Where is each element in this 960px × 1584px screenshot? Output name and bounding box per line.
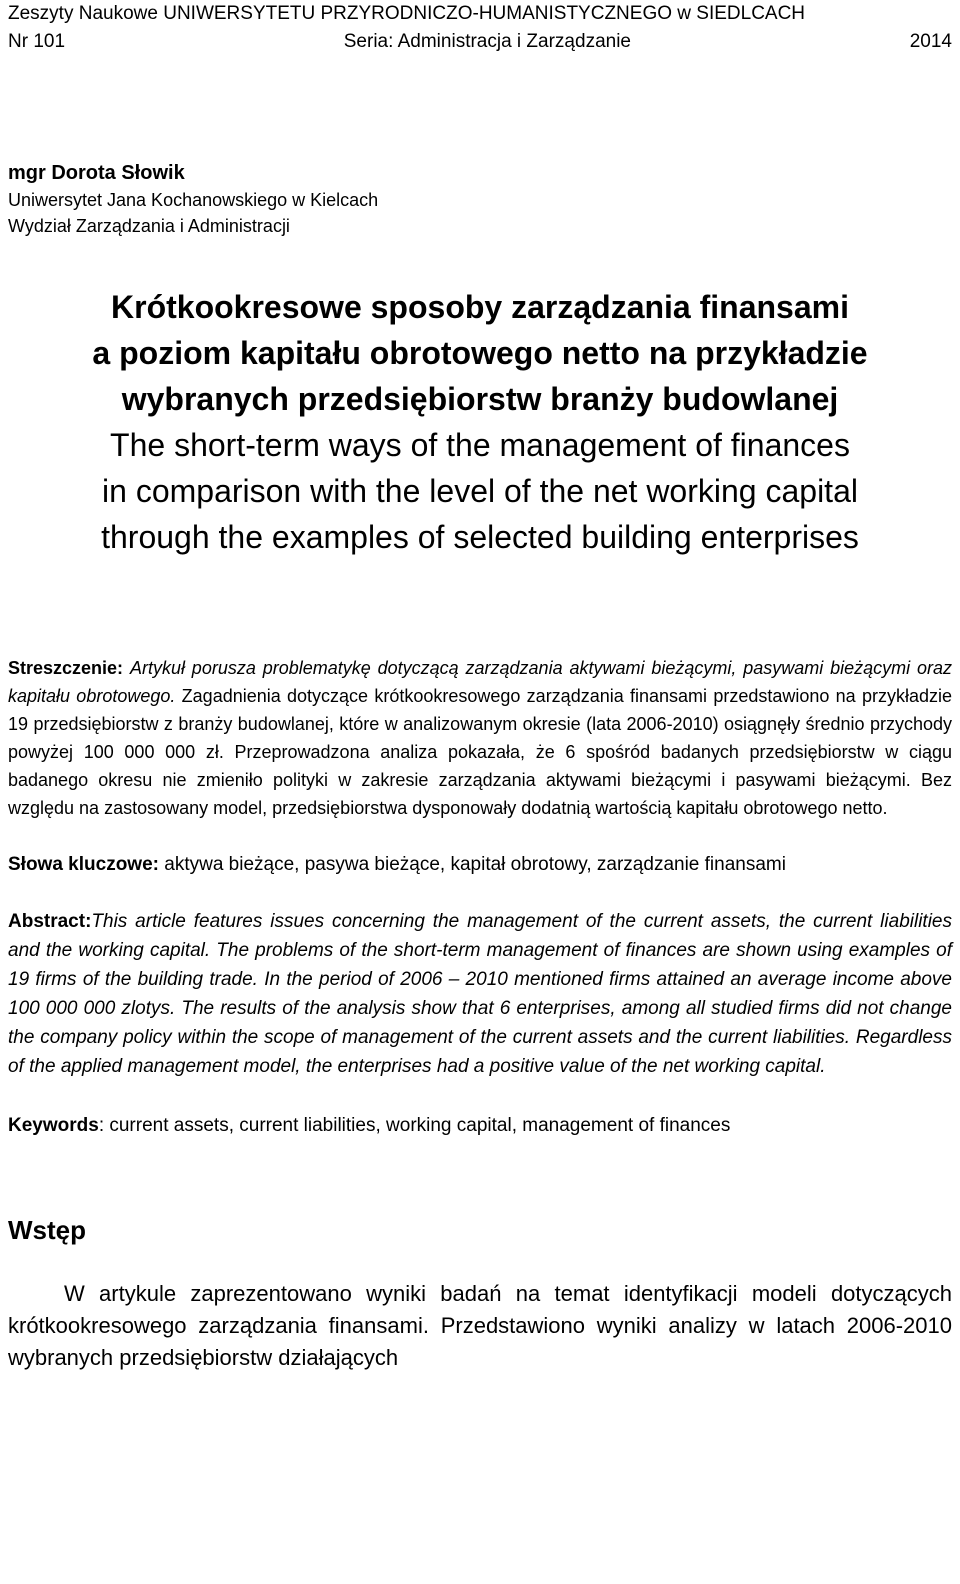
abstract-english xyxy=(8,907,952,1081)
title-english xyxy=(8,422,952,560)
abstract-polish-intro: Artykuł porusza problematykę dotyczącą zarządzania aktywami bieżącymi, pasywami bieżącymi oraz kapitału obrotowego. xyxy=(8,658,952,706)
document-page xyxy=(8,0,952,1374)
keywords-polish-text: aktywa bieżące, pasywa bieżące, kapitał obrotowy, zarządzanie finansami xyxy=(164,854,786,875)
keywords-english xyxy=(8,1111,952,1140)
author-block xyxy=(8,159,952,239)
title-polish-line: a poziom kapitału obrotowego netto na przykładzie xyxy=(92,335,868,371)
journal-header xyxy=(8,0,952,56)
abstract-english-text: This article features issues concerning the management of the current assets, the current liabilities and the working capital. The problems of the short-term management of finances are shown using examples of 19 firms of the building trade. In the period of 2006 – 2010 mentioned firms attained an average income above 100 000 000 zlotys. The results of the analysis show that 6 enterprises, among all studied firms did not change the company policy within the scope of management of the current assets and the current liabilities. Regardless of the applied management model, the enterprises had a positive value of the net working capital. xyxy=(8,911,952,1077)
title-polish-line: Krótkookresowe sposoby zarządzania finansami xyxy=(111,289,849,325)
issue-number: Nr 101 xyxy=(8,31,66,52)
keywords-english-label: Keywords xyxy=(8,1115,99,1136)
journal-name: Zeszyty Naukowe UNIWERSYTETU PRZYRODNICZO-HUMANISTYCZNEGO w SIEDLCACH xyxy=(8,3,806,24)
introduction-paragraph: W artykule zaprezentowano wyniki badań na temat identyfikacji modeli dotyczących krótkookresowego zarządzania finansami. Przedstawiono wyniki analizy w latach 2006-2010 wybranych przedsiębiorstw działających xyxy=(8,1281,952,1370)
title-block xyxy=(8,284,952,560)
abstract-english-label: Abstract: xyxy=(8,911,92,932)
journal-issue-row xyxy=(8,28,952,56)
abstract-polish-label: Streszczenie: xyxy=(8,658,124,678)
title-polish-line: wybranych przedsiębiorstw branży budowlanej xyxy=(121,381,839,417)
keywords-polish xyxy=(8,850,952,879)
author-name: mgr Dorota Słowik xyxy=(8,162,185,184)
section-heading-introduction: Wstęp xyxy=(8,1215,86,1245)
title-polish xyxy=(8,284,952,422)
title-english-line: The short-term ways of the management of finances xyxy=(110,427,850,463)
abstract-polish-text: Zagadnienia dotyczące krótkookresowego zarządzania finansami przedstawiono na przykładzie 19 przedsiębiorstw z branży budowlanej, które w analizowanym okresie (lata 2006-2010) osiągnęły średnio przychody powyżej 100 000 000 zł. Przeprowadzona analiza pokazała, że 6 spośród badanych przedsiębiorstw w ciągu badanego okresu nie zmieniło polityki w zakresie zarządzania aktywami bieżącymi i pasywami bieżącymi. Bez względu na zastosowany model, przedsiębiorstwa dysponowały dodatnią wartością kapitału obrotowego netto. xyxy=(8,686,952,818)
keywords-polish-label: Słowa kluczowe: xyxy=(8,854,159,875)
series-name: Seria: Administracja i Zarządzanie xyxy=(343,31,631,52)
title-english-line: in comparison with the level of the net working capital xyxy=(102,473,858,509)
abstract-polish xyxy=(8,654,952,822)
author-faculty: Wydział Zarządzania i Administracji xyxy=(8,216,290,236)
publication-year: 2014 xyxy=(909,31,952,52)
title-english-line: through the examples of selected building enterprises xyxy=(101,519,859,555)
author-university: Uniwersytet Jana Kochanowskiego w Kielcach xyxy=(8,190,379,210)
keywords-english-text: : current assets, current liabilities, working capital, management of finances xyxy=(98,1115,731,1136)
